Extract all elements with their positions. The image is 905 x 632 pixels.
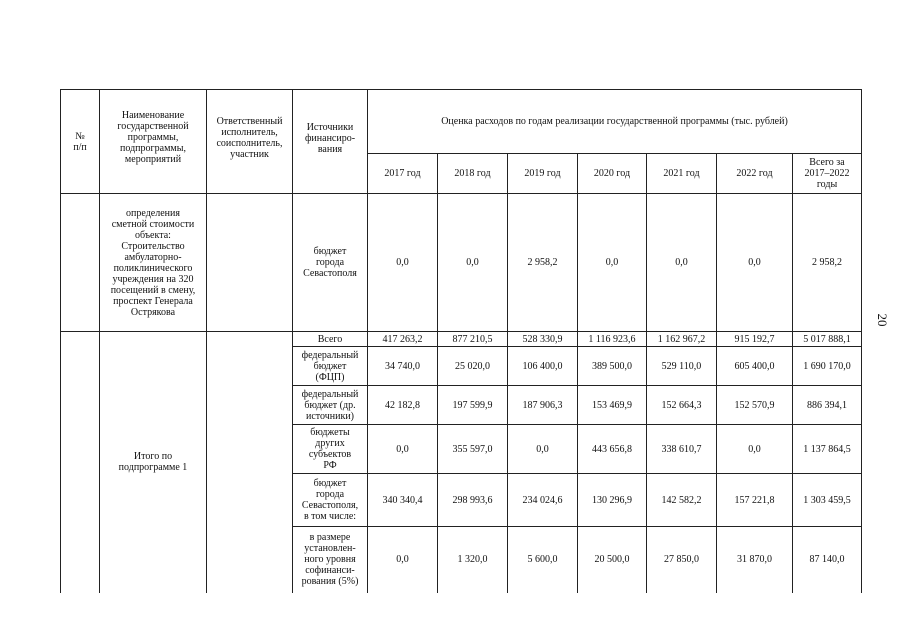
funding-source: в размере установлен- ного уровня софинанси- рования (5%) (293, 527, 368, 593)
value-cell: 0,0 (717, 425, 793, 474)
page-number: 20 (875, 313, 890, 327)
value-cell: 5 600,0 (508, 527, 578, 593)
value-cell: 25 020,0 (438, 347, 508, 386)
header-expense-estimate: Оценка расходов по годам реализации государственной программы (тыс. рублей) (368, 90, 862, 154)
value-cell: 2 958,2 (793, 194, 862, 332)
subtotal-label: Итого по подпрограмме 1 (100, 332, 207, 593)
value-cell: 338 610,7 (647, 425, 717, 474)
value-cell: 340 340,4 (368, 474, 438, 527)
header-year: 2019 год (508, 154, 578, 194)
value-cell: 87 140,0 (793, 527, 862, 593)
value-cell: 1 137 864,5 (793, 425, 862, 474)
header-year: 2022 год (717, 154, 793, 194)
header-responsible: Ответственный исполнитель, соисполнитель, участник (207, 90, 293, 194)
value-cell: 1 690 170,0 (793, 347, 862, 386)
table-body (61, 194, 862, 593)
value-cell: 389 500,0 (578, 347, 647, 386)
row-number (61, 332, 100, 593)
funding-source: Всего (293, 332, 368, 347)
value-cell: 187 906,3 (508, 386, 578, 425)
budget-table (60, 89, 862, 593)
value-cell: 5 017 888,1 (793, 332, 862, 347)
value-cell: 528 330,9 (508, 332, 578, 347)
funding-source: бюджет города Севастополя (293, 194, 368, 332)
funding-source: бюджет города Севастополя, в том числе: (293, 474, 368, 527)
value-cell: 529 110,0 (647, 347, 717, 386)
value-cell: 130 296,9 (578, 474, 647, 527)
value-cell: 915 192,7 (717, 332, 793, 347)
funding-source: федеральный бюджет (др. источники) (293, 386, 368, 425)
header-year: 2017 год (368, 154, 438, 194)
table-row (61, 194, 862, 332)
value-cell: 1 116 923,6 (578, 332, 647, 347)
value-cell: 0,0 (368, 194, 438, 332)
value-cell: 234 024,6 (508, 474, 578, 527)
header-number: № п/п (61, 90, 100, 194)
table-row (61, 332, 862, 347)
value-cell: 20 500,0 (578, 527, 647, 593)
value-cell: 106 400,0 (508, 347, 578, 386)
value-cell: 31 870,0 (717, 527, 793, 593)
header-funding-source: Источники финансиро- вания (293, 90, 368, 194)
value-cell: 157 221,8 (717, 474, 793, 527)
value-cell: 2 958,2 (508, 194, 578, 332)
value-cell: 142 582,2 (647, 474, 717, 527)
measure-name: определения сметной стоимости объекта: Строительство амбулаторно- поликлинического учреждения на 320 посещений в смену, проспект Генерала Острякова (100, 194, 207, 332)
value-cell: 1 162 967,2 (647, 332, 717, 347)
value-cell: 605 400,0 (717, 347, 793, 386)
value-cell: 877 210,5 (438, 332, 508, 347)
header-year: 2020 год (578, 154, 647, 194)
value-cell: 0,0 (647, 194, 717, 332)
value-cell: 443 656,8 (578, 425, 647, 474)
value-cell: 0,0 (578, 194, 647, 332)
value-cell: 1 303 459,5 (793, 474, 862, 527)
header-program-name: Наименование государственной программы, подпрограммы, мероприятий (100, 90, 207, 194)
row-number (61, 194, 100, 332)
responsible-cell (207, 332, 293, 593)
table-header (61, 90, 862, 194)
value-cell: 1 320,0 (438, 527, 508, 593)
value-cell: 886 394,1 (793, 386, 862, 425)
header-year: 2021 год (647, 154, 717, 194)
header-year: 2018 год (438, 154, 508, 194)
value-cell: 197 599,9 (438, 386, 508, 425)
funding-source: федеральный бюджет (ФЦП) (293, 347, 368, 386)
value-cell: 0,0 (438, 194, 508, 332)
responsible-cell (207, 194, 293, 332)
value-cell: 0,0 (508, 425, 578, 474)
value-cell: 298 993,6 (438, 474, 508, 527)
value-cell: 153 469,9 (578, 386, 647, 425)
value-cell: 27 850,0 (647, 527, 717, 593)
funding-source: бюджеты других субъектов РФ (293, 425, 368, 474)
header-year: Всего за 2017–2022 годы (793, 154, 862, 194)
value-cell: 152 664,3 (647, 386, 717, 425)
value-cell: 0,0 (368, 527, 438, 593)
value-cell: 152 570,9 (717, 386, 793, 425)
value-cell: 355 597,0 (438, 425, 508, 474)
value-cell: 0,0 (717, 194, 793, 332)
value-cell: 34 740,0 (368, 347, 438, 386)
value-cell: 42 182,8 (368, 386, 438, 425)
value-cell: 0,0 (368, 425, 438, 474)
value-cell: 417 263,2 (368, 332, 438, 347)
